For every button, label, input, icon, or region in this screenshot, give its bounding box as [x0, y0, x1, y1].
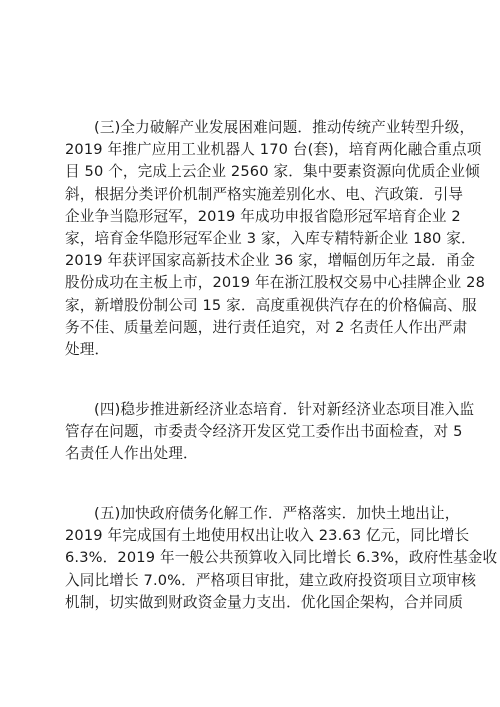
- text-line: 机制，切实做到财政资金量力支出．优化国企架构，合并同质: [65, 593, 464, 611]
- text-line: 处理．: [65, 340, 110, 358]
- text-line: 家，新增股份制公司 15 家．高度重视供汽存在的价格偏高、服: [65, 296, 477, 314]
- text-line: 入同比增长 7.0%．严格项目审批，建立政府投资项目立项审核: [65, 571, 477, 589]
- text-line: 股份成功在主板上市，2019 年在浙江股权交易中心挂牌企业 28: [65, 274, 486, 292]
- paragraph-government-debt: [65, 503, 498, 614]
- text-line: 管存在问题，市委责令经济开发区党工委作出书面检查，对 5: [65, 423, 463, 441]
- text-line: 家，培育金华隐形冠军企业 3 家，入库专精特新企业 180 家．: [65, 229, 476, 247]
- text-line: 2019 年获评国家高新技术企业 36 家，增幅创历年之最．甬金: [65, 252, 476, 270]
- text-line: 务不佳、质量差问题，进行责任追究，对 2 名责任人作出严肃: [65, 318, 468, 336]
- text-line: (三)全力破解产业发展困难问题．推动传统产业转型升级，: [94, 119, 475, 136]
- text-line: (四)稳步推进新经济业态培育．针对新经济业态项目准入监: [94, 401, 475, 418]
- text-line: 目 50 个，完成上云企业 2560 家．集中要素资源向优质企业倾: [65, 163, 480, 181]
- paragraph-new-economy: [65, 399, 475, 466]
- text-line: 名责任人作出处理．: [65, 445, 198, 463]
- text-line: 2019 年推广应用工业机器人 170 台(套)，培育两化融合重点项: [65, 141, 482, 159]
- text-line: 2019 年完成国有土地使用权出让收入 23.63 亿元，同比增长: [65, 527, 470, 545]
- text-line: (五)加快政府债务化解工作．严格落实．加快土地出让，: [94, 505, 460, 522]
- text-line: 6.3%．2019 年一般公共预算收入同比增长 6.3%，政府性基金收: [65, 549, 498, 567]
- paragraph-industry-development: [65, 117, 486, 361]
- text-line: 企业争当隐形冠军，2019 年成功申报省隐形冠军培育企业 2: [65, 207, 461, 225]
- text-line: 斜，根据分类评价机制严格实施差别化水、电、汽政策．引导: [65, 185, 464, 203]
